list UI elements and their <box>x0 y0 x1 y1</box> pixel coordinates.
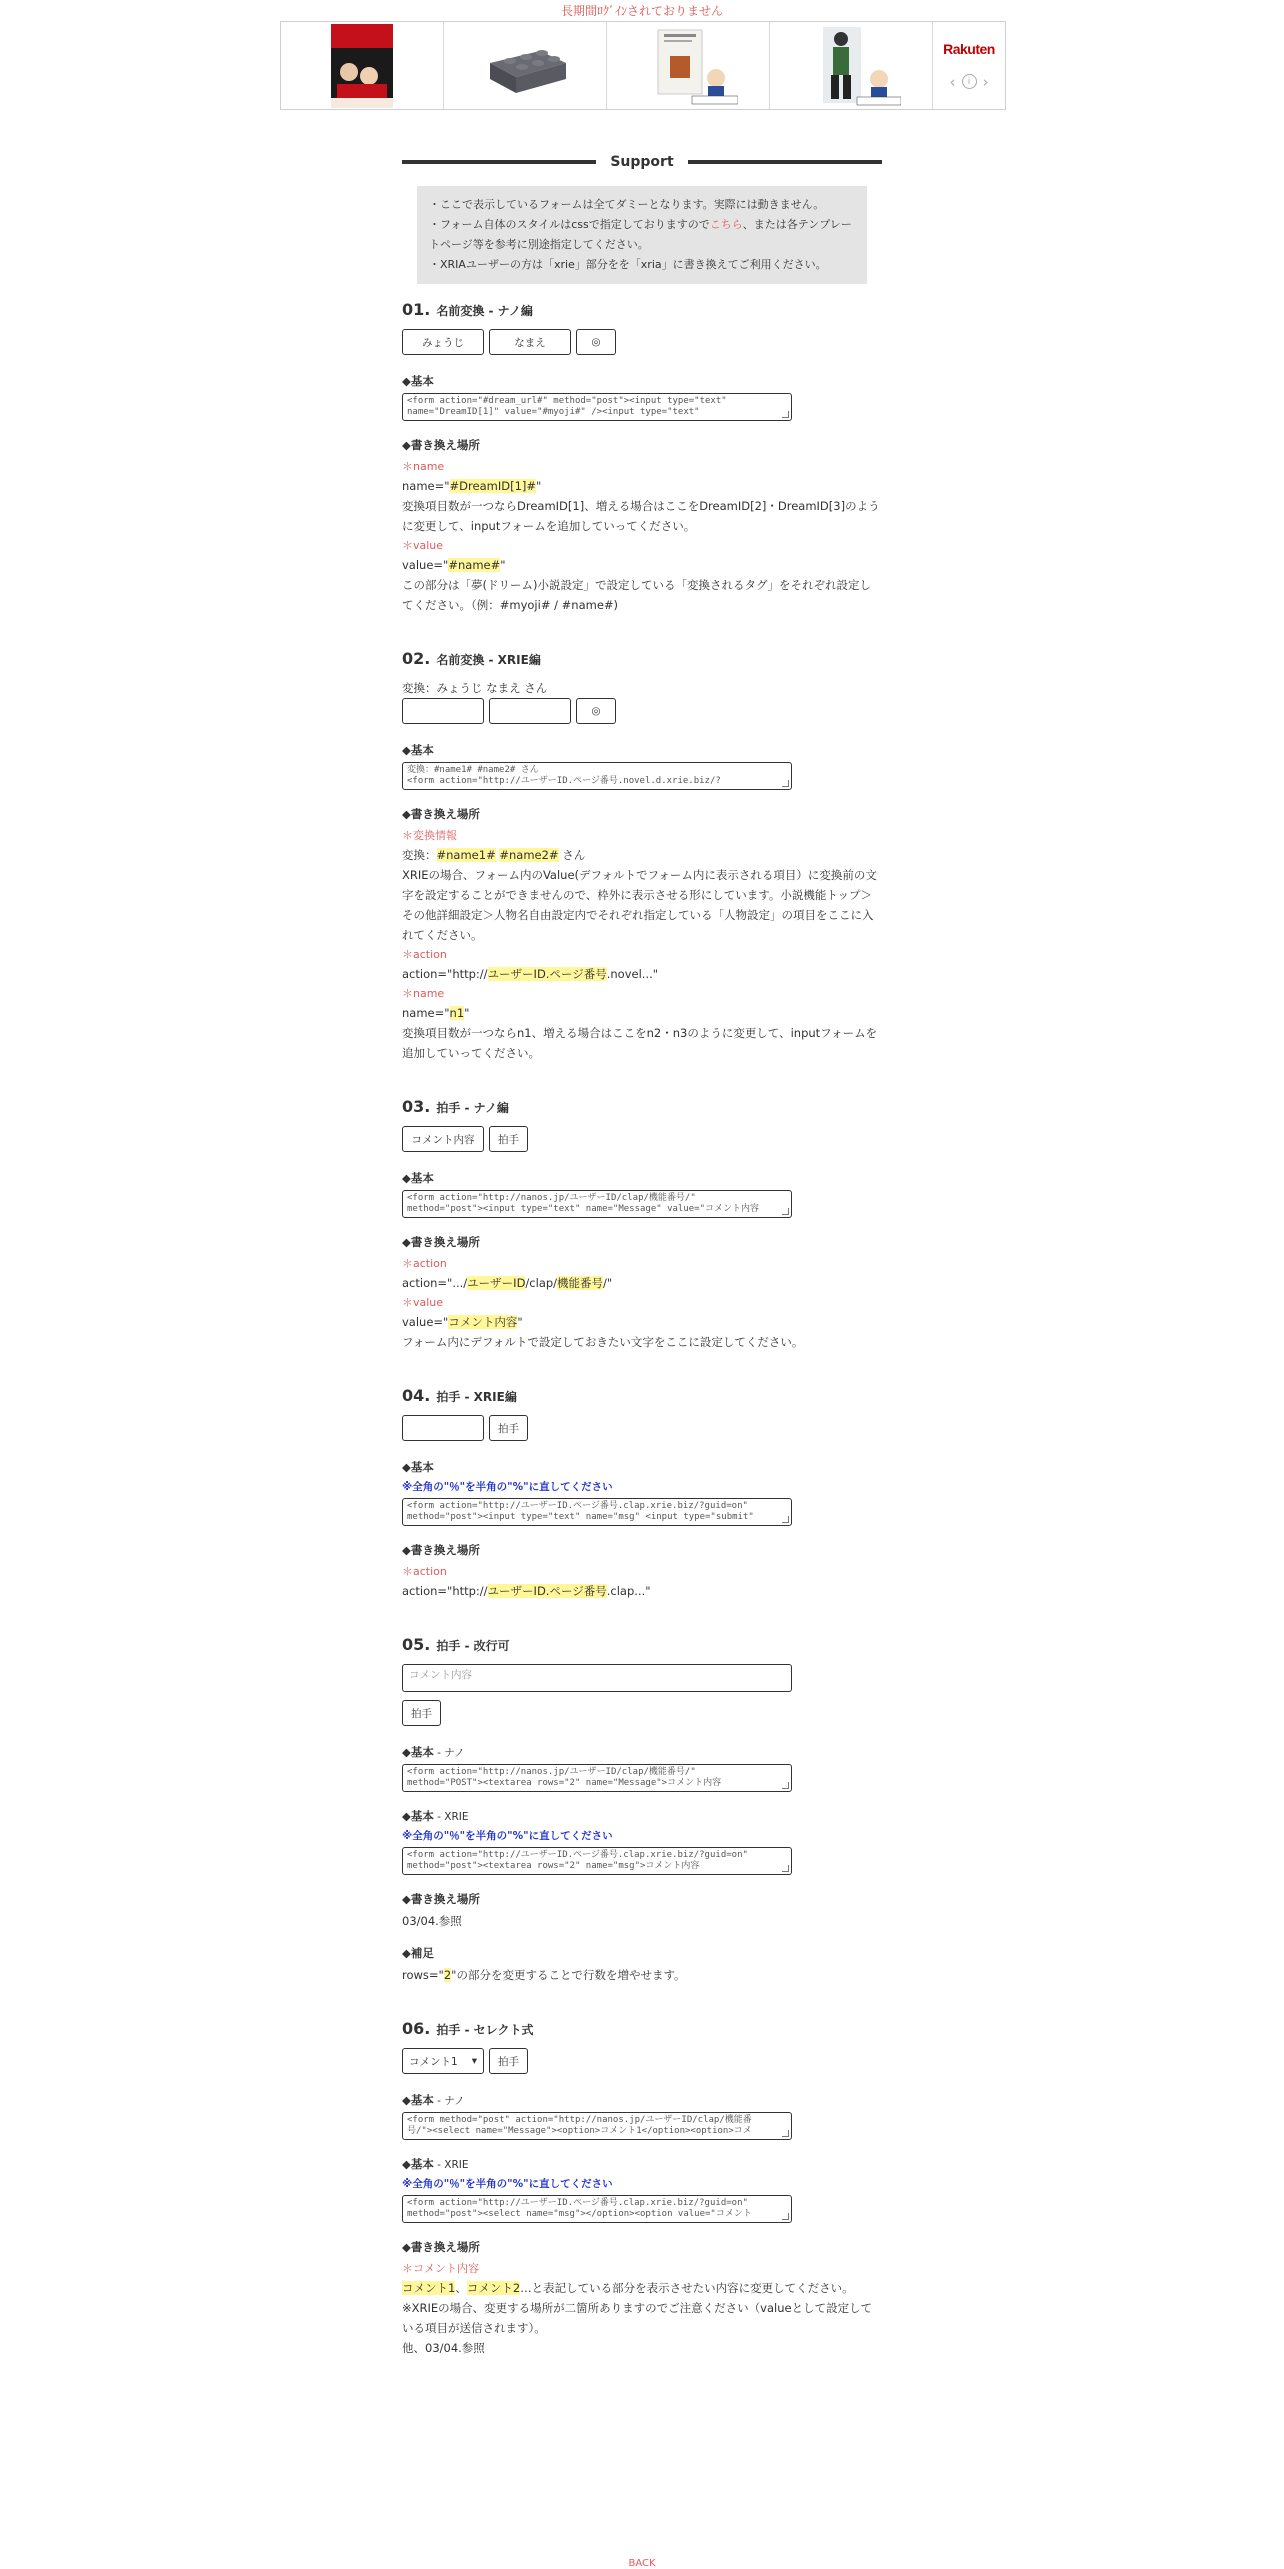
code-box-xrie[interactable]: <form action="http://ユーザーID.ページ番号.clap.xrie.biz/?guid=on" method="post"><textarea rows="2" name="msg">コメント内容 <box>402 1847 792 1875</box>
figure-image <box>801 25 901 107</box>
comment-select[interactable]: コメント1 ▾ <box>402 2048 484 2074</box>
section-05 <box>402 1635 882 1985</box>
clap-button[interactable]: 拍手 <box>402 1700 441 1726</box>
code-box[interactable]: <form action="http://nanos.jp/ユーザーID/clap/機能番号/" method="post"><input type="text" name="Message" value="コメント内容 <box>402 1190 792 1218</box>
basic-heading: ◆基本 <box>402 1171 434 1185</box>
description: XRIEの場合、フォーム内のValue(デフォルトでフォーム内に表示される項目）に変換前の文字を設定することができませんので、枠外に表示させる形にしています。小説機能トップ＞その他詳細設定＞人物名自由設定内でそれぞれ指定している「人物設定」の項目をここに入れてください。 <box>402 868 877 942</box>
notice-line-1: ・ここで表示しているフォームは全てダミーとなります。実際には動きません。 <box>429 198 825 211</box>
chevron-left-icon[interactable]: ‹ <box>949 72 956 91</box>
code-box-nano[interactable]: <form method="post" action="http://nanos.jp/ユーザーID/clap/機能番 号/"><select name="Message"><option>コメント1</option><option>コメ <box>402 2112 792 2140</box>
label-value: ＊value <box>402 539 444 552</box>
divider-left <box>402 160 596 164</box>
name-input[interactable]: なまえ <box>489 329 571 355</box>
basic-heading: ◆基本 <box>402 374 434 388</box>
clap-button[interactable]: 拍手 <box>489 1126 528 1152</box>
replace-heading: ◆書き換え場所 <box>402 438 480 452</box>
basic-heading-xrie: ◆基本 - XRIE <box>402 2157 469 2171</box>
rakuten-logo: Rakuten <box>943 40 995 57</box>
code-box[interactable]: 変換：#name1# #name2# さん <form action="http://ユーザーID.ページ番号.novel.d.xrie.biz/? <box>402 762 792 790</box>
convert-attr: 変換：#name1# #name2# さん <box>402 848 586 862</box>
ad-nav <box>950 73 989 91</box>
section-title: 01. 名前変換 - ナノ編 <box>402 300 533 319</box>
reference: 他、03/04.参照 <box>402 2341 485 2355</box>
message-input[interactable] <box>402 1415 484 1441</box>
action-attr: action=".../ユーザーID/clap/機能番号/" <box>402 1276 613 1290</box>
brick-image <box>480 33 570 99</box>
notice-box <box>417 186 867 284</box>
name2-input[interactable] <box>489 698 571 724</box>
myoji-input[interactable]: みょうじ <box>402 329 484 355</box>
section-title: 06. 拍手 - セレクト式 <box>402 2019 534 2038</box>
chevron-down-icon: ▾ <box>471 2055 477 2067</box>
back-link[interactable]: BACK <box>628 2558 656 2569</box>
submit-button[interactable]: ◎ <box>576 698 616 724</box>
action-attr: action="http://ユーザーID.ページ番号.novel..." <box>402 967 659 981</box>
label-action: ＊action <box>402 948 447 961</box>
support-title: Support <box>610 154 674 170</box>
description: フォーム内にデフォルトで設定しておきたい文字をここに設定してください。 <box>402 1335 804 1349</box>
value-attr: value="コメント内容" <box>402 1315 523 1329</box>
basic-heading-xrie: ◆基本 - XRIE <box>402 1809 469 1823</box>
basic-heading-nano: ◆基本 - ナノ <box>402 1745 465 1759</box>
ad-item-brick[interactable] <box>444 22 607 109</box>
basic-heading: ◆基本 <box>402 1460 434 1474</box>
section-02 <box>402 649 882 1063</box>
form-row <box>402 1126 882 1152</box>
code-box-xrie[interactable]: <form action="http://ユーザーID.ページ番号.clap.xrie.biz/?guid=on" method="post"><select name="msg"></option><option value="コメント <box>402 2195 792 2223</box>
replace-heading: ◆書き換え場所 <box>402 1235 480 1249</box>
notice-link[interactable]: こちら <box>709 218 743 231</box>
form-row <box>402 698 882 724</box>
comment-attr: コメント1、コメント2…と表記している部分を表示させたい内容に変更してください。 <box>402 2281 854 2295</box>
notice-line-3: ・XRIAユーザーの方は「xrie」部分をを「xria」に書き換えてご利用ください。 <box>429 258 827 271</box>
percent-note: ※全角の"％"を半角の"%"に直してください <box>402 1830 613 1842</box>
info-icon[interactable]: i <box>962 74 977 89</box>
support-header <box>402 150 882 174</box>
description: この部分は「夢(ドリーム)小説設定」で設定している「変換されるタグ」をそれぞれ設定してください。（例：#myoji# / #name#) <box>402 578 871 612</box>
label-name: ＊name <box>402 987 445 1000</box>
ad-banner[interactable] <box>280 21 1006 110</box>
description: 変換項目数が一つならDreamID[1]、増える場合はここをDreamID[2]・DreamID[3]のように変更して、inputフォームを追加していってください。 <box>402 499 880 533</box>
basic-heading: ◆基本 <box>402 743 434 757</box>
replace-heading: ◆書き換え場所 <box>402 1543 480 1557</box>
value-attr: value="#name#" <box>402 558 506 572</box>
name-attr: name="n1" <box>402 1006 470 1020</box>
percent-note: ※全角の"％"を半角の"%"に直してください <box>402 2178 613 2190</box>
rows-note: rows="2"の部分を変更することで行数を増やせます。 <box>402 1968 686 1982</box>
section-title: 03. 拍手 - ナノ編 <box>402 1097 509 1116</box>
description: 変換項目数が一つならn1、増える場合はここをn2・n3のように変更して、inputフォームを追加していってください。 <box>402 1026 878 1060</box>
game-cover-image <box>331 24 393 108</box>
divider-right <box>688 160 882 164</box>
label-name: ＊name <box>402 460 445 473</box>
ad-warning: 長期間ﾛｸﾞｲﾝされておりません <box>560 4 723 18</box>
section-01 <box>402 300 882 615</box>
section-title: 02. 名前変換 - XRIE編 <box>402 649 541 668</box>
ad-item-figure[interactable] <box>770 22 933 109</box>
basic-heading-nano: ◆基本 - ナノ <box>402 2093 465 2107</box>
submit-button[interactable]: ◎ <box>576 329 616 355</box>
comment-textarea[interactable]: コメント内容 <box>402 1664 792 1692</box>
code-box-nano[interactable]: <form action="http://nanos.jp/ユーザーID/clap/機能番号/" method="POST"><textarea rows="2" name="Message">コメント内容 <box>402 1764 792 1792</box>
replace-heading: ◆書き換え場所 <box>402 2240 480 2254</box>
ad-rakuten-panel[interactable] <box>933 22 1005 109</box>
clap-button[interactable]: 拍手 <box>489 1415 528 1441</box>
section-03 <box>402 1097 882 1352</box>
description: ※XRIEの場合、変更する場所が二箇所ありますのでご注意ください（valueとして設定している項目が送信されます）。 <box>402 2301 873 2335</box>
form-row <box>402 329 882 355</box>
convert-text: 変換：みょうじ なまえ さん <box>402 681 548 695</box>
section-title: 05. 拍手 - 改行可 <box>402 1635 510 1654</box>
chevron-right-icon[interactable]: › <box>982 72 989 91</box>
percent-note: ※全角の"％"を半角の"%"に直してください <box>402 1481 613 1493</box>
name1-input[interactable] <box>402 698 484 724</box>
supplement-heading: ◆補足 <box>402 1946 434 1960</box>
action-attr: action="http://ユーザーID.ページ番号.clap..." <box>402 1584 651 1598</box>
label-action: ＊action <box>402 1257 447 1270</box>
content <box>402 300 882 2358</box>
label-value: ＊value <box>402 1296 444 1309</box>
code-box[interactable]: <form action="http://ユーザーID.ページ番号.clap.xrie.biz/?guid=on" method="post"><input type="text" name="msg" <input type="submit" <box>402 1498 792 1526</box>
section-title: 04. 拍手 - XRIE編 <box>402 1386 517 1405</box>
notice-line-2: ・フォーム自体のスタイルはcssで指定しておりますのでこちら、または各テンプレートページ等を参考に別途指定してください。 <box>429 218 852 251</box>
ad-item-game-cover[interactable] <box>281 22 444 109</box>
form-row <box>402 1700 882 1726</box>
comment-input[interactable]: コメント内容 <box>402 1126 484 1152</box>
replace-heading: ◆書き換え場所 <box>402 807 480 821</box>
section-04 <box>402 1386 882 1601</box>
label-comment: ＊コメント内容 <box>402 2262 479 2275</box>
code-box[interactable]: <form action="#dream_url#" method="post"><input type="text" name="DreamID[1]" value="#myoji#" /><input type="text" <box>402 393 792 421</box>
clap-button[interactable]: 拍手 <box>489 2048 528 2074</box>
form-row <box>402 1415 882 1441</box>
ad-item-book[interactable] <box>607 22 770 109</box>
label-action: ＊action <box>402 1565 447 1578</box>
book-image <box>638 26 738 106</box>
form-row <box>402 2048 882 2074</box>
reference: 03/04.参照 <box>402 1914 462 1928</box>
replace-heading: ◆書き換え場所 <box>402 1892 480 1906</box>
label-convert: ＊変換情報 <box>402 829 457 842</box>
section-06 <box>402 2019 882 2358</box>
name-attr: name="#DreamID[1]#" <box>402 479 542 493</box>
